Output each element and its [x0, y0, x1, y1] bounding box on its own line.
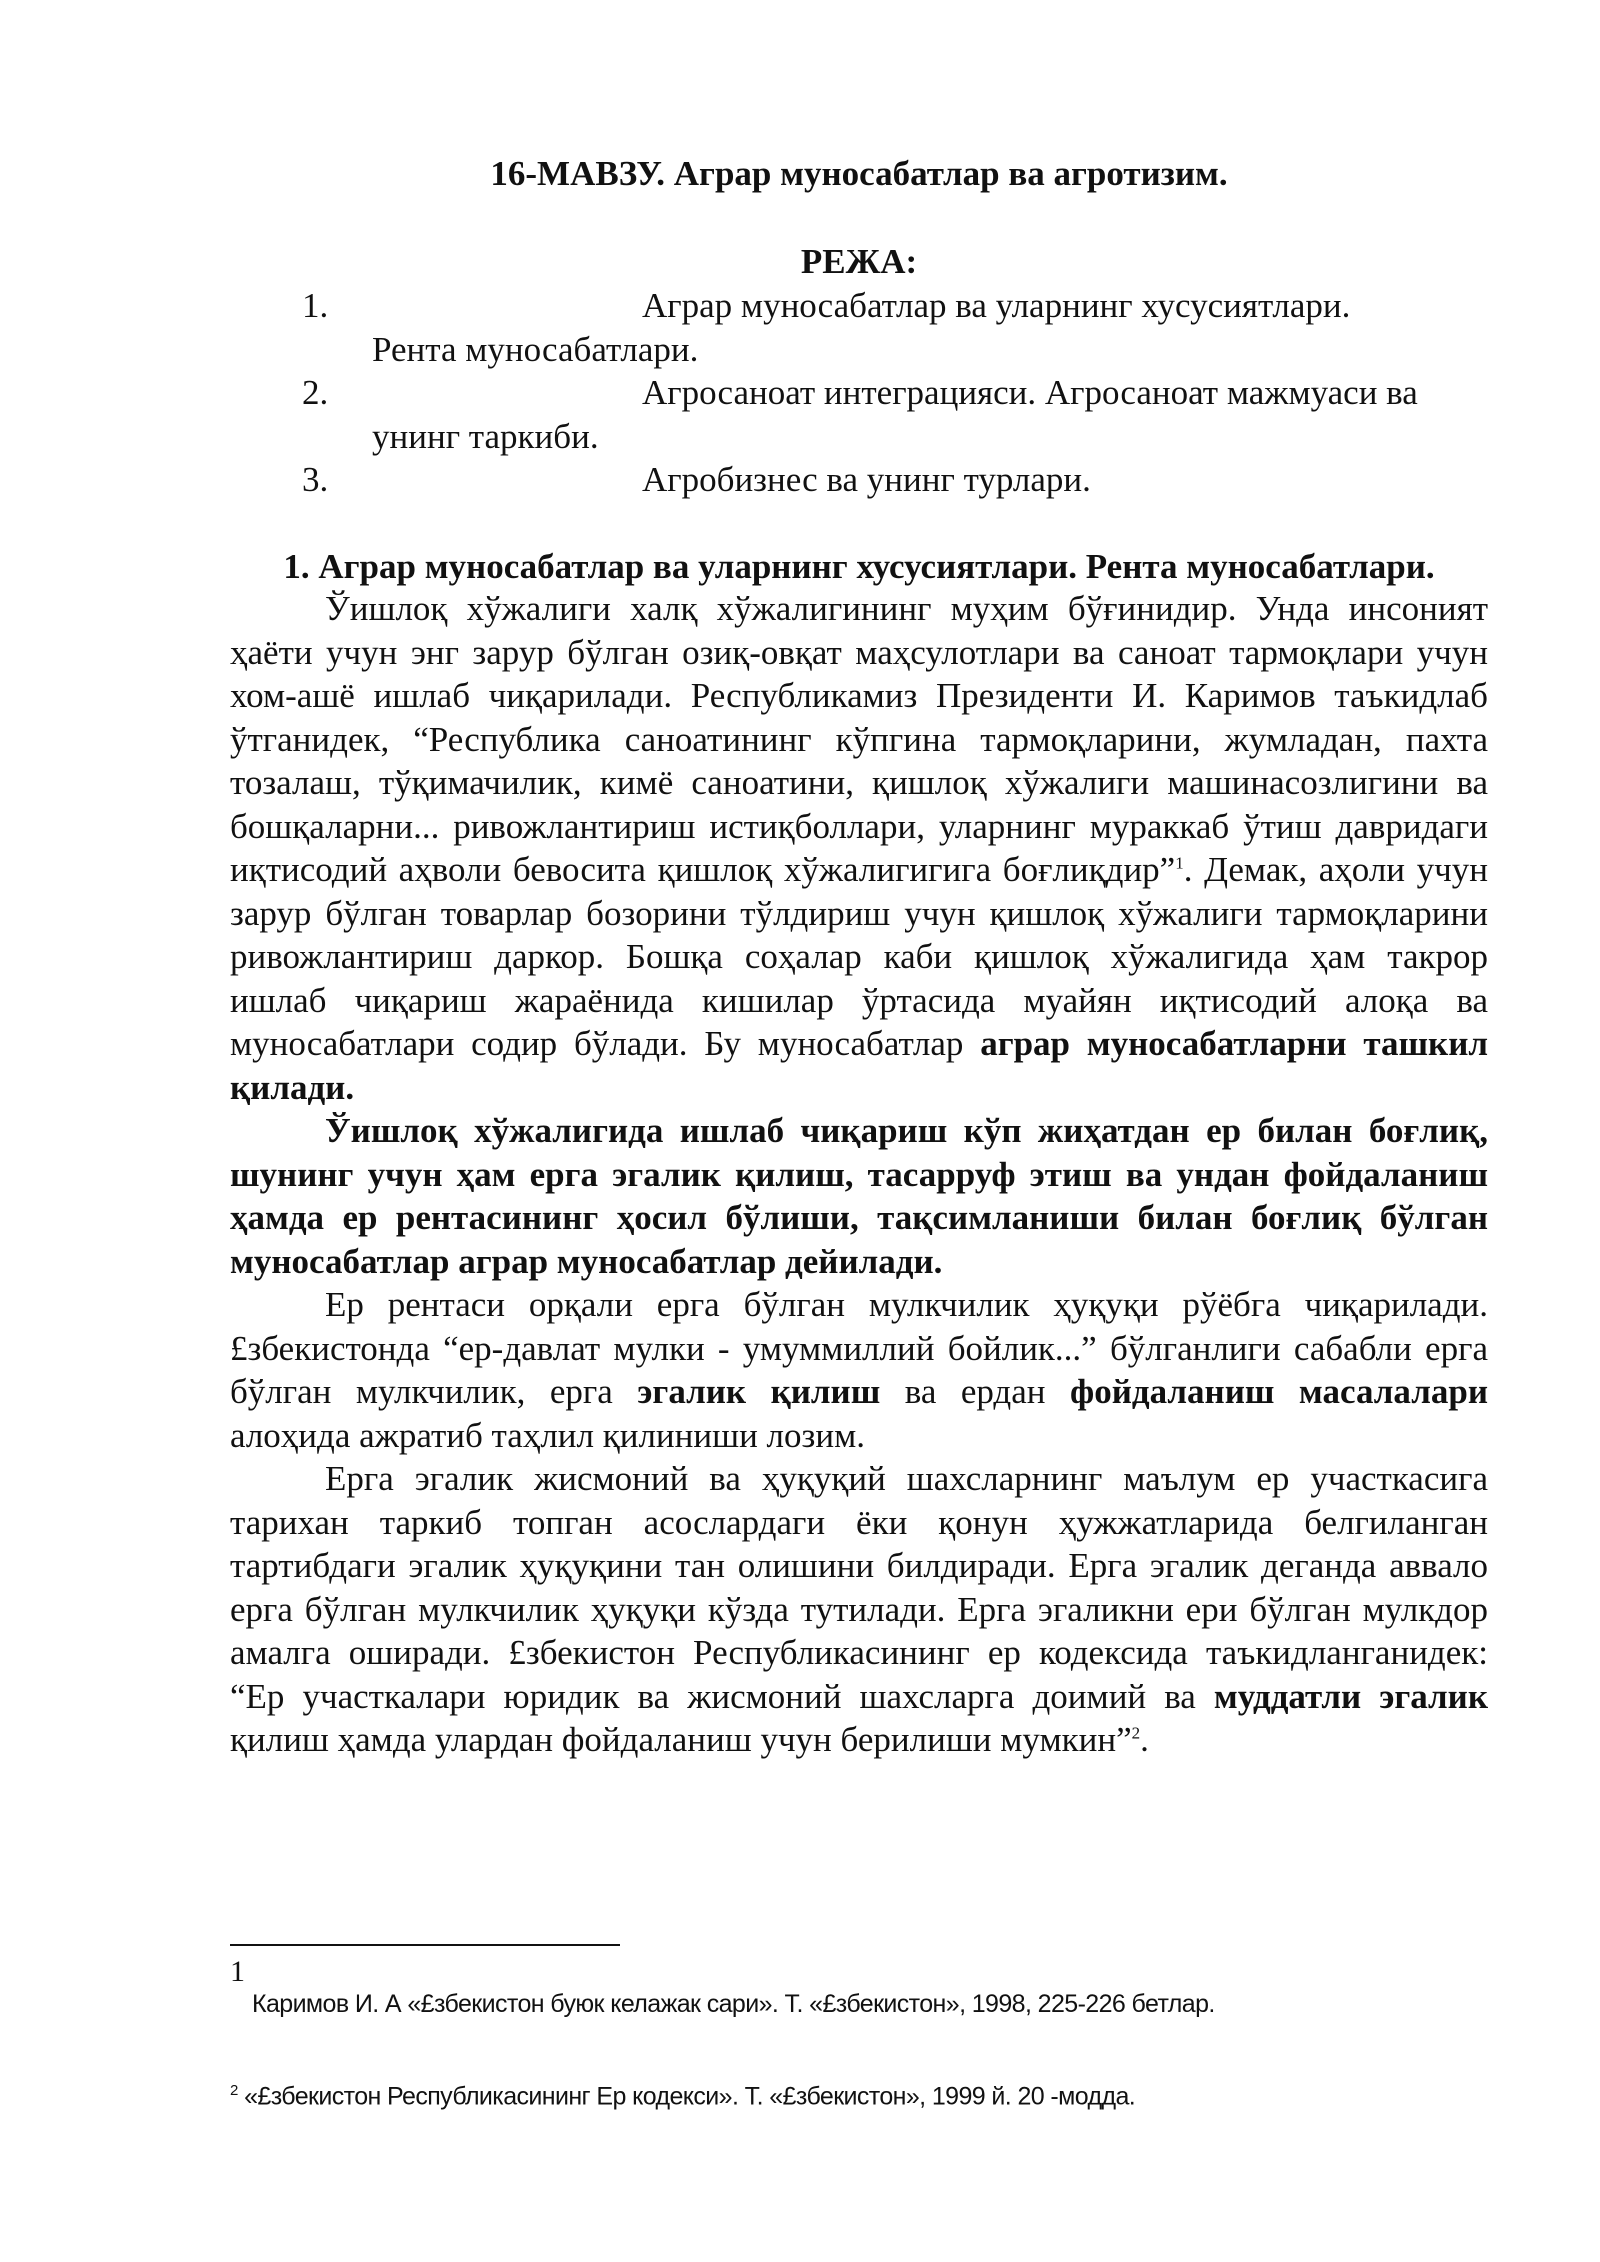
bold-term: эгалик қилиш — [637, 1372, 881, 1411]
footnote-mark: 1 — [230, 1955, 245, 1988]
footnote-mark: 2 — [230, 2082, 238, 2099]
footnote-2 — [230, 2082, 1488, 2111]
topic-title: 16-МАВЗУ. Аграр муносабатлар ва агротизим. — [490, 154, 1228, 193]
paragraph — [230, 587, 1488, 1109]
plan-item-number: 1. — [302, 286, 329, 325]
paragraph — [230, 1283, 1488, 1457]
plan-item-first-line: Агросаноат интеграцияси. Агросаноат мажмуаси ва — [642, 373, 1418, 412]
plan-item-continuation: Рента муносабатлари. — [372, 329, 699, 369]
plan-item-first-line: Агробизнес ва унинг турлари. — [642, 460, 1091, 499]
paragraph — [230, 1457, 1488, 1762]
bold-term: фойдаланиш масалалари — [1070, 1372, 1488, 1411]
plan-item-first-line: Аграр муносабатлар ва уларнинг хусусиятлари. — [642, 286, 1351, 325]
footnote-text: «£збекистон Республикасининг Ер кодекси». Т. «£збекистон», 1999 й. 20 -модда. — [237, 2082, 1136, 2111]
paragraph-text: . Демак, аҳоли учун зарур бўлган товарлар бозорини тўлдириш учун қишлоқ хўжалиги тармоқларини ривожлантириш даркор. Бошқа соҳалар каби қишлоқ хўжалигида ҳам такрор ишлаб чиқариш жараёнида кишилар ўртасида муайян иқтисодий алоқа ва муносабатлари содир бўлади. Бу муносабатлар — [230, 850, 1488, 1063]
footnote-1: Каримов И. А «£збекистон буюк келажак сари». Т. «£збекистон», 1998, 225-226 бетлар. — [252, 1990, 1215, 2018]
paragraph-text: қилиш ҳамда улардан фойдаланиш учун берилиши мумкин” — [230, 1720, 1132, 1759]
plan-item-continuation: унинг таркиби. — [372, 416, 599, 456]
plan-list — [230, 284, 1488, 502]
plan-item-text — [230, 371, 1488, 458]
definition-paragraph — [230, 1109, 1488, 1283]
plan-item — [230, 458, 1488, 502]
bold-term: аграр муносабатларни ташкил қилади. — [230, 1024, 1489, 1107]
section-body — [230, 587, 1488, 1762]
plan-item — [230, 371, 1488, 458]
plan-item-text — [230, 458, 1488, 502]
section-heading: 1. Аграр муносабатлар ва уларнинг хусусиятлари. Рента муносабатлари. — [283, 547, 1435, 586]
paragraph-text: Ўишлоқ хўжалиги халқ хўжалигининг муҳим бўғинидир. Унда инсоният ҳаёти учун энг зарур бўлган озиқ-овқат маҳсулотлари ва саноат тармоқлари учун хом-ашё ишлаб чиқарилади. Республикамиз Президенти И. Каримов таъкидлаб ўтганидек, “Республика саноатининг кўпгина тармоқларини, жумладан, пахта тозалаш, тўқимачилик, кимё саноатини, қишлоқ хўжалиги машинасозлигини ва бошқаларни... ривожлантириш истиқболлари, уларнинг мураккаб ўтиш давридаги иқтисодий аҳволи бевосита қишлоқ хўжалигигига боғлиқдир” — [230, 589, 1488, 889]
footnote-separator — [230, 1944, 620, 1946]
paragraph-text: Ерга эгалик жисмоний ва ҳуқуқий шахсларнинг маълум ер участкасига тарихан таркиб топган асослардаги ёки қонун ҳужжатларида белгиланган тартибдаги эгалик ҳуқуқини тан олишини билдиради. Ерга эгалик деганда аввало ерга бўлган мулкчилик ҳуқуқи кўзда тутилади. Ерга эгаликни ери бўлган мулкдор амалга оширади. £збекистон Республикасининг ер кодексида таъкидланганидек: “Ер участкалари юридик ва жисмоний шахсларга доимий ва — [230, 1459, 1488, 1716]
definition-text: Ўишлоқ хўжалигида ишлаб чиқариш кўп жиҳатдан ер билан боғлиқ, шунинг учун ҳам ерга эгалик қилиш, тасарруф этиш ва ундан фойдаланиш ҳамда ер рентасининг ҳосил бўлиши, тақсимланиши билан боғлиқ бўлган муносабатлар аграр муносабатлар дейилади. — [230, 1111, 1488, 1281]
footnote-ref-1[interactable]: 1 — [1175, 853, 1184, 873]
bold-term: муддатли эгалик — [1213, 1676, 1488, 1716]
plan-item-text — [230, 284, 1488, 371]
paragraph-text: Ер рентаси орқали ерга бўлган мулкчилик ҳуқуқи рўёбга чиқарилади. £збекистонда “ер-давлат мулки - умуммиллий бойлик...” бўлганлиги сабабли ерга бўлган мулкчилик, ерга — [230, 1285, 1488, 1411]
paragraph-text: . — [1140, 1720, 1149, 1759]
paragraph-text: алоҳида ажратиб таҳлил қилиниши лозим. — [230, 1415, 865, 1455]
plan-item-number: 2. — [302, 373, 329, 412]
plan-item — [230, 284, 1488, 371]
footnote-ref-2[interactable]: 2 — [1131, 1723, 1141, 1743]
paragraph-text: ва ердан — [880, 1372, 1070, 1411]
plan-heading: РЕЖА: — [800, 242, 918, 281]
plan-item-number: 3. — [302, 460, 329, 499]
